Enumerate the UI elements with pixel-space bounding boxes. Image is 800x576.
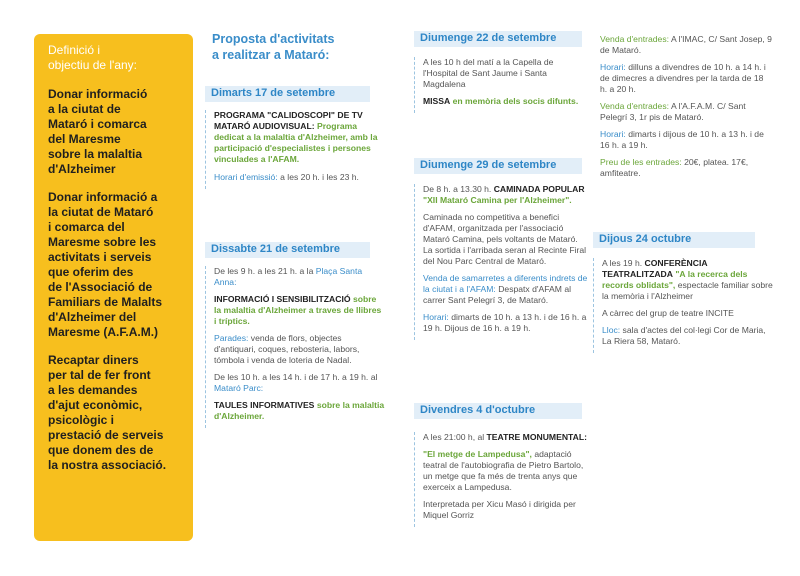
mataro-parc-schedule: De les 10 h. a les 14 h. i de 17 h. a 19 h. al Mataró Parc: xyxy=(214,372,378,393)
afam-hours: Horari: dimarts i dijous de 10 h. a 13 h. i de 16 h. a 19 h. xyxy=(600,129,764,150)
play-credits: Interpretada per Xicu Masó i dirigida per Miquel Gorriz xyxy=(423,499,576,520)
definition-box xyxy=(34,34,193,541)
event-24-oct xyxy=(593,258,773,353)
event-22-sept xyxy=(414,57,589,113)
day-header-24-oct: Dijous 24 octubre xyxy=(593,232,755,248)
objective-1: Donar informació a la ciutat de Mataró i comarca del Maresme sobre la malaltia d'Alzheimer xyxy=(48,87,148,176)
activities-title: Proposta d'activitats a realitzar a Mataró: xyxy=(212,32,335,62)
walk-description: Caminada no competitiva a benefici d'AFAM, organitzada per l'associació Mataró Camina, pels voltants de Mataró. La sortida i l'arribada seran al Recinte Firal del Nou Parc Central de Mataró. xyxy=(423,212,587,266)
play-description: "El metge de Lampedusa", adaptació teatral de l'autobiografia de Pietro Bartolo, un metge que fa més de trenta anys que exerceix a Lampedusa. xyxy=(423,449,584,492)
memorial-mass: MISSA en memòria dels socis difunts. xyxy=(423,96,579,106)
day-header-17-sept: Dimarts 17 de setembre xyxy=(205,86,370,102)
day-header-21-sept: Dissabte 21 de setembre xyxy=(205,242,370,258)
ticket-sales-imac: Venda d'entrades: A l'IMAC, C/ Sant Josep, 9 de Mataró. xyxy=(600,34,772,55)
event-29-sept xyxy=(414,184,589,340)
venue: Lloc: sala d'actes del col·legi Cor de Maria, La Riera 58, Mataró. xyxy=(602,325,766,346)
ticket-sales-afam: Venda d'entrades: A l'A.F.A.M. C/ Sant Pelegrí 3, 1r pis de Mataró. xyxy=(600,101,746,122)
imac-hours: Horari: dilluns a divendres de 10 h. a 14 h. i de dimecres a divendres per la tarda de 18 h. a 20 h. xyxy=(600,62,766,94)
conference: A les 19 h. CONFERÈNCIA TEATRALITZADA "A la recerca dels records oblidats", espectacle familiar sobre la memòria i l'Alzheimer xyxy=(602,258,773,301)
day-header-29-sept: Diumenge 29 de setembre xyxy=(414,158,582,174)
chapel-mass-time: A les 10 h del matí a la Capella de l'Hospital de Sant Jaume i Santa Magdalena xyxy=(423,57,554,89)
tshirt-sales: Venda de samarretes a diferents indrets de la ciutat i a l'AFAM: Despatx d'AFAM al carrer Sant Pelegrí 3, de Mataró. xyxy=(423,273,588,305)
broadcast-times: Horari d'emissió: a les 20 h. i les 23 h. xyxy=(214,172,359,182)
ticket-prices: Preu de les entrades: 20€, platea. 17€, amfiteatre. xyxy=(600,157,749,178)
event-17-sept xyxy=(205,110,385,189)
objective-3: Recaptar diners per tal de fer front a les demandes d'ajut econòmic, psicològic i prestació de serveis que donem des de la nostra associació. xyxy=(48,353,167,472)
tshirt-hours: Horari: dimarts de 10 h. a 13 h. i de 16 h. a 19 h. Dijous de 16 h. a 19 h. xyxy=(423,312,587,333)
calidoscopi-program: PROGRAMA "CALIDOSCOPI" DE TV MATARÓ AUDIOVISUAL: Programa dedicat a la malaltia d'Alzheimer, amb la participació d'especialistes i persones vinculades a l'AFAM. xyxy=(214,110,378,164)
theatre-group: A càrrec del grup de teatre INCITE xyxy=(602,308,734,318)
definition-heading: Definició i objectiu de l'any: xyxy=(48,43,138,72)
stalls: Parades: venda de flors, objectes d'antiquari, coques, rebosteria, labors, tómbola i venda de loteria de Nadal. xyxy=(214,333,360,365)
plaza-schedule: De les 9 h. a les 21 h. a la Plaça Santa Anna: xyxy=(214,266,363,287)
information-awareness: INFORMACIÓ I SENSIBILITZACIÓ sobre la malaltia d'Alzheimer a traves de llibres i tríptics. xyxy=(214,294,382,326)
day-header-4-oct: Divendres 4 d'octubre xyxy=(414,403,582,419)
ticket-info xyxy=(600,34,772,185)
theatre-time: A les 21:00 h, al TEATRE MONUMENTAL: xyxy=(423,432,587,442)
objective-2: Donar informació a la ciutat de Mataró i comarca del Maresme sobre les activitats i serveis que oferim des de l'Associació de Familiars de Malalts d'Alzheimer del Maresme (A.F.A.M.) xyxy=(48,190,163,339)
day-header-22-sept: Diumenge 22 de setembre xyxy=(414,31,582,47)
info-tables: TAULES INFORMATIVES sobre la malaltia d'Alzheimer. xyxy=(214,400,385,421)
popular-walk: De 8 h. a 13.30 h. CAMINADA POPULAR "XII Mataró Camina per l'Alzheimer". xyxy=(423,184,585,205)
event-21-sept xyxy=(205,266,385,428)
event-4-oct xyxy=(414,432,589,527)
